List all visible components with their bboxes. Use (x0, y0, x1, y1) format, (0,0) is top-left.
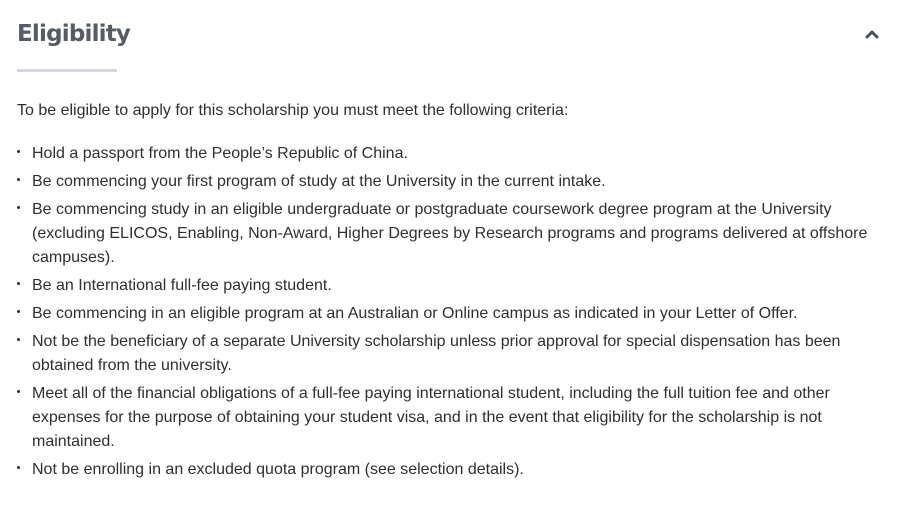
bullet-icon (17, 206, 20, 209)
list-item-text: Be commencing study in an eligible undergraduate or postgraduate coursework degree program at the University (excluding ELICOS, Enabling, Non-Award, Higher Degrees by Research programs and programs delivered at offshore campuses). (32, 201, 868, 266)
list-item (17, 142, 887, 166)
bullet-icon (17, 178, 20, 181)
section-title: Eligibility (17, 21, 131, 47)
bullet-icon (17, 310, 20, 313)
bullet-icon (17, 466, 20, 469)
list-item-text: Meet all of the financial obligations of a full-fee paying international student, including the full tuition fee and other expenses for the purpose of obtaining your student visa, and in the event that eligibility for the scholarship is not maintained. (32, 385, 830, 450)
list-item (17, 198, 887, 270)
list-item-text: Be an International full-fee paying student. (32, 277, 332, 294)
list-item-text: Be commencing your first program of study at the University in the current intake. (32, 173, 606, 190)
list-item (17, 274, 887, 298)
list-item (17, 170, 887, 194)
section-header[interactable] (17, 0, 887, 72)
bullet-icon (17, 390, 20, 393)
list-item-text: Not be the beneficiary of a separate University scholarship unless prior approval for special dispensation has been obtained from the university. (32, 333, 841, 374)
list-item-text: Not be enrolling in an excluded quota program (see selection details). (32, 461, 524, 478)
bullet-icon (17, 150, 20, 153)
list-item (17, 302, 887, 326)
title-underline (17, 69, 117, 72)
eligibility-section (17, 0, 887, 478)
criteria-list (17, 142, 887, 486)
list-item (17, 458, 887, 482)
chevron-up-icon[interactable] (864, 26, 880, 42)
list-item (17, 330, 887, 378)
intro-text: To be eligible to apply for this scholarship you must meet the following criteria: (17, 102, 569, 119)
list-item-text: Hold a passport from the People’s Republic of China. (32, 145, 408, 162)
list-item (17, 382, 887, 454)
bullet-icon (17, 282, 20, 285)
bullet-icon (17, 338, 20, 341)
list-item-text: Be commencing in an eligible program at an Australian or Online campus as indicated in your Letter of Offer. (32, 305, 798, 322)
